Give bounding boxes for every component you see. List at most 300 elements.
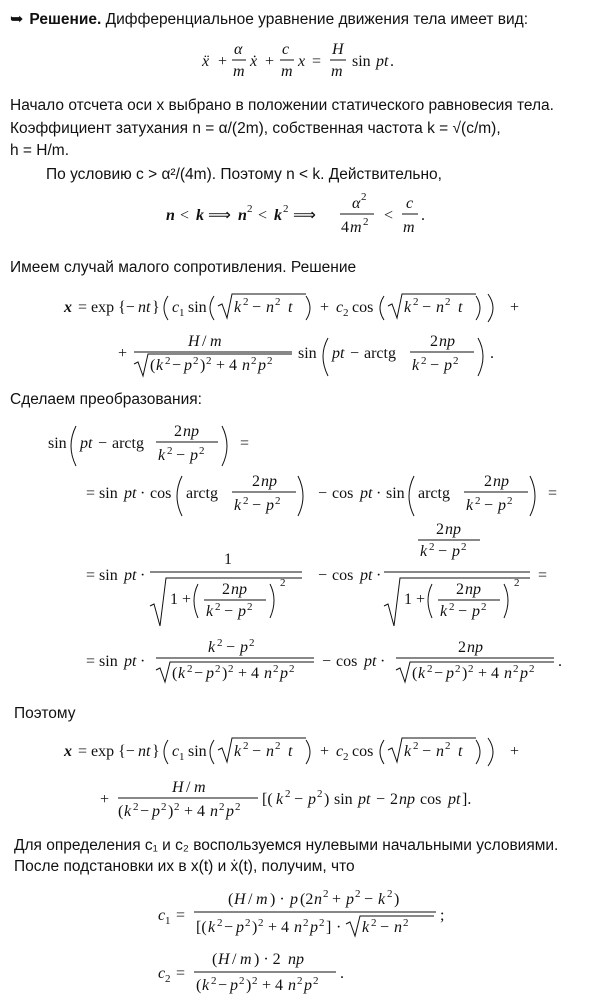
svg-text:p: p [472,603,480,620]
svg-text:sin: sin [352,53,371,70]
svg-text:2: 2 [275,495,281,507]
svg-text:2: 2 [343,751,349,763]
svg-text:2: 2 [513,663,519,675]
svg-text:1: 1 [224,551,232,568]
svg-text:2: 2 [275,740,281,752]
svg-text:cos: cos [352,299,374,316]
svg-text:].: ]. [462,791,472,808]
svg-text:2: 2 [199,445,205,457]
svg-text:2: 2 [413,296,419,308]
svg-text:p: p [452,543,460,560]
svg-text:(: ( [228,891,234,908]
svg-text:2: 2 [243,740,249,752]
svg-text:2: 2 [167,445,173,457]
svg-text:n: n [394,919,402,936]
svg-text:[(: [( [262,791,273,808]
svg-text:n: n [242,357,250,374]
svg-text:np: np [467,639,483,656]
svg-text:): ) [324,791,330,808]
svg-text:(: ( [118,803,124,820]
svg-text:.: . [390,53,394,70]
svg-text:−: − [224,603,234,620]
svg-text:−: − [376,791,386,808]
svg-text:k: k [234,497,242,514]
svg-text:k: k [404,299,412,316]
svg-text:·: · [380,653,386,670]
svg-text:2: 2 [455,663,461,675]
svg-text:= exp {−: = exp {− [78,743,135,760]
svg-text:np: np [399,791,415,808]
svg-text:2: 2 [252,975,258,987]
svg-text:2: 2 [267,355,273,367]
svg-text:−: − [176,447,186,464]
svg-text:p: p [184,357,192,374]
svg-text:cos: cos [332,485,354,502]
svg-text:2: 2 [319,917,325,929]
svg-text:pt: pt [124,567,137,584]
svg-text:2: 2 [161,801,167,813]
svg-text:) · 2: ) · 2 [254,951,281,968]
svg-text:−: − [226,639,236,656]
svg-text:}: } [152,299,160,316]
svg-text:c: c [406,195,414,212]
svg-text:2: 2 [273,663,279,675]
svg-text:= sin: = sin [86,653,118,670]
svg-text:x: x [298,53,306,70]
svg-text:2: 2 [529,663,535,675]
svg-text:n: n [294,919,302,936]
svg-text:1 +: 1 + [404,591,426,608]
svg-text:−: − [434,665,444,682]
svg-text:2: 2 [289,663,295,675]
svg-text:2: 2 [421,355,427,367]
svg-text:np: np [493,473,509,490]
svg-text:2: 2 [228,663,234,675]
svg-text:(: ( [172,665,178,682]
svg-text:k: k [208,639,216,656]
svg-text:c: c [336,743,344,760]
svg-text:p: p [346,891,354,908]
svg-text:p: p [258,357,266,374]
svg-text:m: m [240,951,252,968]
svg-text:2: 2 [303,917,309,929]
svg-text:⟹: ⟹ [208,207,231,224]
svg-text:p: p [520,665,528,682]
svg-text:<: < [180,207,190,224]
svg-text:sin: sin [48,435,67,452]
svg-text:n: n [436,299,444,316]
svg-text:·: · [140,653,146,670]
svg-text:k: k [412,357,420,374]
svg-text:np: np [439,333,455,350]
svg-text:k: k [276,791,284,808]
svg-text:t: t [288,299,293,316]
svg-text:2: 2 [484,473,492,490]
svg-text:+ 4: + 4 [238,665,260,682]
svg-text:+: + [510,743,520,760]
svg-text:=: = [176,907,186,924]
svg-text:m: m [194,779,206,796]
svg-text:+: + [332,891,342,908]
svg-text:ẋ: ẋ [250,53,258,70]
svg-text:2: 2 [461,541,467,553]
svg-text:2: 2 [445,740,451,752]
svg-text:pt: pt [360,485,373,502]
svg-text:2: 2 [323,888,329,900]
svg-text:m: m [233,63,245,80]
svg-text:k: k [420,543,428,560]
svg-text:) ·: ) · [270,891,285,908]
svg-text:c: c [282,41,290,58]
svg-text:k: k [404,743,412,760]
svg-text:−: − [98,435,108,452]
svg-text:p: p [236,919,244,936]
svg-text:2: 2 [475,495,481,507]
svg-text:(: ( [412,665,418,682]
svg-text:n: n [266,299,274,316]
svg-text:α: α [234,41,243,58]
svg-text:cos: cos [336,653,358,670]
svg-text:m: m [350,219,362,236]
svg-text:2: 2 [481,601,487,613]
h-line: h = H/m. [10,142,70,159]
svg-text:p: p [226,803,234,820]
svg-text:+: + [265,53,275,70]
svg-text:2: 2 [387,888,393,900]
svg-text:cos: cos [332,567,354,584]
svg-text:−: − [172,357,182,374]
svg-text:2: 2 [283,203,289,215]
svg-text:2: 2 [317,788,323,800]
svg-text:pt: pt [124,653,137,670]
origin-line: Начало отсчета оси x выбрано в положении статического равновесия тела. [10,97,554,114]
svg-text:2: 2 [390,791,398,808]
solution-heading-line [10,10,528,29]
svg-text:p: p [230,977,238,994]
svg-text:sin: sin [298,345,317,362]
equation-constants [0,880,600,1004]
svg-text:): ) [252,919,258,936]
svg-text:pt: pt [360,567,373,584]
svg-text:2: 2 [219,801,225,813]
svg-text:= sin: = sin [86,485,118,502]
svg-text:/: / [186,779,191,796]
svg-text:p: p [280,665,288,682]
svg-text:arctg: arctg [186,485,218,502]
svg-text:;: ; [440,907,445,924]
svg-text:k: k [466,497,474,514]
svg-text:m: m [210,333,222,350]
svg-text:arctg: arctg [364,345,396,362]
svg-text:2: 2 [222,581,230,598]
solution-intro: Дифференциальное уравнение движения тела имеет вид: [105,11,529,28]
svg-text:+: + [320,743,330,760]
svg-text:⟹: ⟹ [293,207,316,224]
svg-text:k: k [418,665,426,682]
svg-text:2: 2 [235,801,241,813]
svg-text:<: < [258,207,268,224]
svg-text:·: · [140,567,146,584]
svg-text:n: n [166,207,175,224]
svg-text:2: 2 [247,601,253,613]
svg-text:−: − [194,665,204,682]
svg-text:2: 2 [429,541,435,553]
svg-text:=: = [548,485,558,502]
svg-text:2: 2 [449,601,455,613]
svg-text:·: · [140,485,146,502]
svg-text:n: n [314,891,322,908]
svg-text:k: k [202,977,210,994]
svg-text:): ) [168,803,174,820]
arrow-icon: ➥ [10,11,24,28]
svg-text:ẍ: ẍ [202,53,210,70]
svg-text:p: p [444,357,452,374]
svg-text:<: < [384,207,394,224]
svg-text:.: . [490,345,494,362]
svg-text:cos: cos [352,743,374,760]
svg-text:k: k [208,919,216,936]
svg-text:}: } [152,743,160,760]
svg-text:2: 2 [343,307,349,319]
svg-text:2: 2 [217,917,223,929]
svg-text:−: − [140,803,150,820]
svg-text:−: − [318,567,328,584]
initial-line-2: После подстановки их в x(t) и ẋ(t), получим, что [14,858,355,875]
svg-text:−: − [364,891,374,908]
svg-text:sin: sin [188,299,207,316]
svg-text:2: 2 [430,333,438,350]
svg-text:): ) [462,665,468,682]
svg-text:2: 2 [211,975,217,987]
svg-text:k: k [234,743,242,760]
svg-text:−: − [252,743,262,760]
svg-text:H: H [234,891,246,908]
svg-text:k: k [378,891,386,908]
therefore-line: Поэтому [14,705,76,722]
svg-text:n: n [266,743,274,760]
svg-text:arctg: arctg [418,485,450,502]
svg-text:2: 2 [193,355,199,367]
equation-final-solution [0,726,600,826]
svg-text:sin: sin [334,791,353,808]
svg-text:2: 2 [174,423,182,440]
svg-text:c: c [158,965,166,982]
svg-text:+: + [320,299,330,316]
svg-text:2: 2 [217,637,223,649]
svg-text:p: p [304,977,312,994]
svg-text:n: n [504,665,512,682]
svg-text:pt: pt [358,791,371,808]
svg-text:pt: pt [332,345,345,362]
svg-text:k: k [234,299,242,316]
svg-text:c: c [172,743,180,760]
svg-text:2: 2 [361,191,367,203]
svg-text:p: p [308,791,316,808]
svg-text:sin: sin [188,743,207,760]
svg-text:2: 2 [239,975,245,987]
svg-text:1: 1 [165,915,171,927]
svg-text:/: / [248,891,253,908]
svg-text:k: k [440,603,448,620]
svg-text:m: m [281,63,293,80]
svg-text:+: + [510,299,520,316]
svg-text:+: + [118,345,128,362]
svg-text:·: · [376,567,382,584]
svg-text:−: − [322,653,332,670]
svg-text:pt: pt [448,791,461,808]
svg-text:2: 2 [215,663,221,675]
svg-text:=: = [176,965,186,982]
svg-text:t: t [288,743,293,760]
coef-line: Коэффициент затухания n = α/(2m), собственная частота k = √(c/m), [10,120,501,137]
svg-text:2: 2 [507,495,513,507]
svg-text:−: − [218,977,228,994]
svg-text:= sin: = sin [86,567,118,584]
svg-text:2: 2 [371,917,377,929]
svg-text:2: 2 [247,203,253,215]
svg-text:−: − [380,919,390,936]
svg-text:p: p [498,497,506,514]
svg-text:+ 4: + 4 [262,977,284,994]
svg-text:k: k [178,665,186,682]
svg-text:1: 1 [179,751,185,763]
svg-text:α: α [352,195,361,212]
svg-text:np: np [288,951,304,968]
svg-text:x: x [64,299,72,316]
svg-text:H: H [188,333,200,350]
svg-text:p: p [310,919,318,936]
svg-text:1: 1 [179,307,185,319]
svg-text:k: k [274,207,282,224]
case-line: Имеем случай малого сопротивления. Решение [10,259,357,276]
svg-text:/: / [232,951,237,968]
svg-text:np: np [261,473,277,490]
svg-text:x: x [64,743,72,760]
svg-text:2: 2 [252,473,260,490]
svg-text:−: − [430,357,440,374]
svg-text:2: 2 [363,216,369,228]
initial-line-1: Для определения c₁ и c₂ воспользуемся нулевыми начальными условиями. [14,837,559,854]
svg-text:(: ( [196,977,202,994]
svg-text:2: 2 [436,521,444,538]
svg-text:pt: pt [364,653,377,670]
svg-text:p: p [238,603,246,620]
svg-text:−: − [458,603,468,620]
svg-text:cos: cos [150,485,172,502]
svg-text:c: c [172,299,180,316]
svg-text:p: p [190,447,198,464]
svg-text:−: − [252,299,262,316]
svg-text:/: / [202,333,207,350]
svg-text:n: n [264,665,272,682]
svg-text:pt: pt [124,485,137,502]
solution-heading: Решение. [29,11,102,28]
svg-text:c: c [158,907,166,924]
svg-text:2: 2 [427,663,433,675]
equation-inequality [0,188,600,248]
svg-text:(: ( [212,951,218,968]
svg-text:H: H [218,951,230,968]
svg-text:.: . [421,207,425,224]
svg-text:−: − [252,497,262,514]
svg-text:cos: cos [420,791,442,808]
svg-text:2: 2 [280,577,286,589]
svg-text:k: k [158,447,166,464]
svg-text:k: k [156,357,164,374]
svg-text:pt: pt [80,435,93,452]
svg-text:=: = [240,435,250,452]
svg-text:np: np [465,581,481,598]
svg-text:2: 2 [468,663,474,675]
svg-text:+ 4: + 4 [478,665,500,682]
svg-text:pt: pt [376,53,389,70]
svg-text:arctg: arctg [112,435,144,452]
svg-text:2: 2 [165,973,171,985]
svg-text:(2: (2 [300,891,314,908]
svg-text:=: = [538,567,548,584]
svg-text:2: 2 [458,639,466,656]
svg-text:m: m [256,891,268,908]
svg-text:2: 2 [243,296,249,308]
svg-text:=: = [312,53,322,70]
svg-text:2: 2 [403,917,409,929]
svg-text:t: t [458,743,463,760]
svg-text:k: k [124,803,132,820]
svg-text:= exp {−: = exp {− [78,299,135,316]
svg-text:nt: nt [138,299,151,316]
svg-text:1 +: 1 + [170,591,192,608]
svg-text:): ) [200,357,206,374]
svg-text:·: · [336,919,342,936]
svg-text:−: − [318,485,328,502]
svg-text:2: 2 [275,296,281,308]
svg-text:2: 2 [245,917,251,929]
svg-text:p: p [206,665,214,682]
svg-text:n: n [238,207,247,224]
svg-text:−: − [422,743,432,760]
svg-text:·: · [376,485,382,502]
svg-text:−: − [224,919,234,936]
svg-text:n: n [210,803,218,820]
svg-text:2: 2 [514,577,520,589]
svg-text:np: np [445,521,461,538]
svg-text:2: 2 [174,801,180,813]
svg-text:−: − [484,497,494,514]
svg-text:4: 4 [341,219,349,236]
svg-text:p: p [446,665,454,682]
svg-text:[(: [( [196,919,207,936]
svg-text:2: 2 [243,495,249,507]
svg-text:n: n [436,743,444,760]
svg-text:): ) [246,977,252,994]
svg-text:2: 2 [187,663,193,675]
svg-text:H: H [172,779,184,796]
svg-text:2: 2 [313,975,319,987]
svg-text:2: 2 [215,601,221,613]
transform-line: Сделаем преобразования: [10,391,202,408]
svg-text:+ 4: + 4 [216,357,238,374]
svg-text:2: 2 [206,355,212,367]
svg-text:): ) [222,665,228,682]
svg-text:p: p [266,497,274,514]
svg-text:−: − [422,299,432,316]
svg-text:+ 4: + 4 [184,803,206,820]
svg-text:2: 2 [249,637,255,649]
svg-text:2: 2 [355,888,361,900]
svg-text:+: + [218,53,228,70]
svg-text:2: 2 [297,975,303,987]
svg-text:m: m [403,219,415,236]
